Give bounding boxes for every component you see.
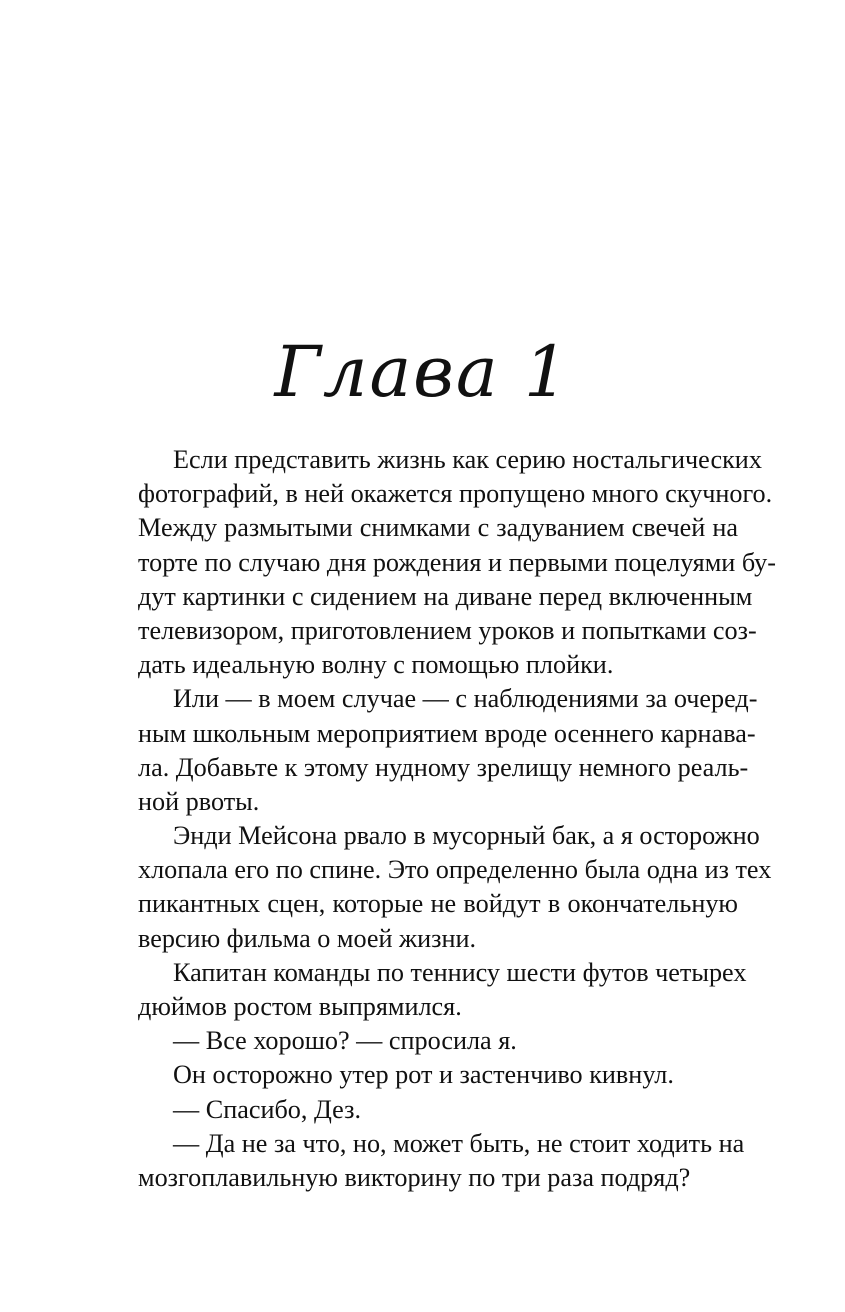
text-line: Или — в моем случае — с наблюдениями за очеред- <box>173 684 758 714</box>
text-line: хлопала его по спине. Это определенно была одна из тех <box>138 855 772 885</box>
dialogue-line: — Спасибо, Дез. <box>173 1094 362 1124</box>
dialogue-line: — Все хорошо? — спросила я. <box>173 1026 517 1056</box>
dialogue-line: — Да не за что, но, может быть, не стоит ходить на <box>173 1128 745 1158</box>
text-line: пикантных сцен, которые не войдут в окончательную <box>138 889 738 919</box>
text-line: ла. Добавьте к этому нудному зрелищу немного реаль- <box>138 752 749 782</box>
text-line: торте по случаю дня рождения и первыми поцелуями бу- <box>138 547 776 577</box>
text-line: Если представить жизнь как серию ностальгических <box>173 445 762 474</box>
text-line: ной рвоты. <box>138 786 260 816</box>
text-line: ным школьным мероприятием вроде осеннего карнава- <box>138 718 756 748</box>
text-line: фотографий, в ней окажется пропущено много скучного. <box>138 479 773 509</box>
text-line: телевизором, приготовлением уроков и попытками соз- <box>138 615 757 645</box>
dialogue-line: мозгоплавильную викторину по три раза подряд? <box>138 1162 691 1192</box>
text-line: Между размытыми снимками с задуванием свечей на <box>138 513 738 543</box>
text-line: Капитан команды по теннису шести футов четырех <box>173 957 747 987</box>
text-line: дут картинки с сидением на диване перед включенным <box>138 581 753 611</box>
text-line: дюймов ростом выпрямился. <box>138 992 462 1021</box>
text-line: Энди Мейсона рвало в мусорный бак, а я осторожно <box>173 821 760 851</box>
text-line: дать идеальную волну с помощью плойки. <box>138 650 614 680</box>
text-line: версию фильма о моей жизни. <box>138 923 477 953</box>
chapter-title: Глава 1 <box>274 331 571 413</box>
chapter-body-text <box>138 443 776 1195</box>
text-line: Он осторожно утер рот и застенчиво кивнул. <box>173 1060 674 1090</box>
